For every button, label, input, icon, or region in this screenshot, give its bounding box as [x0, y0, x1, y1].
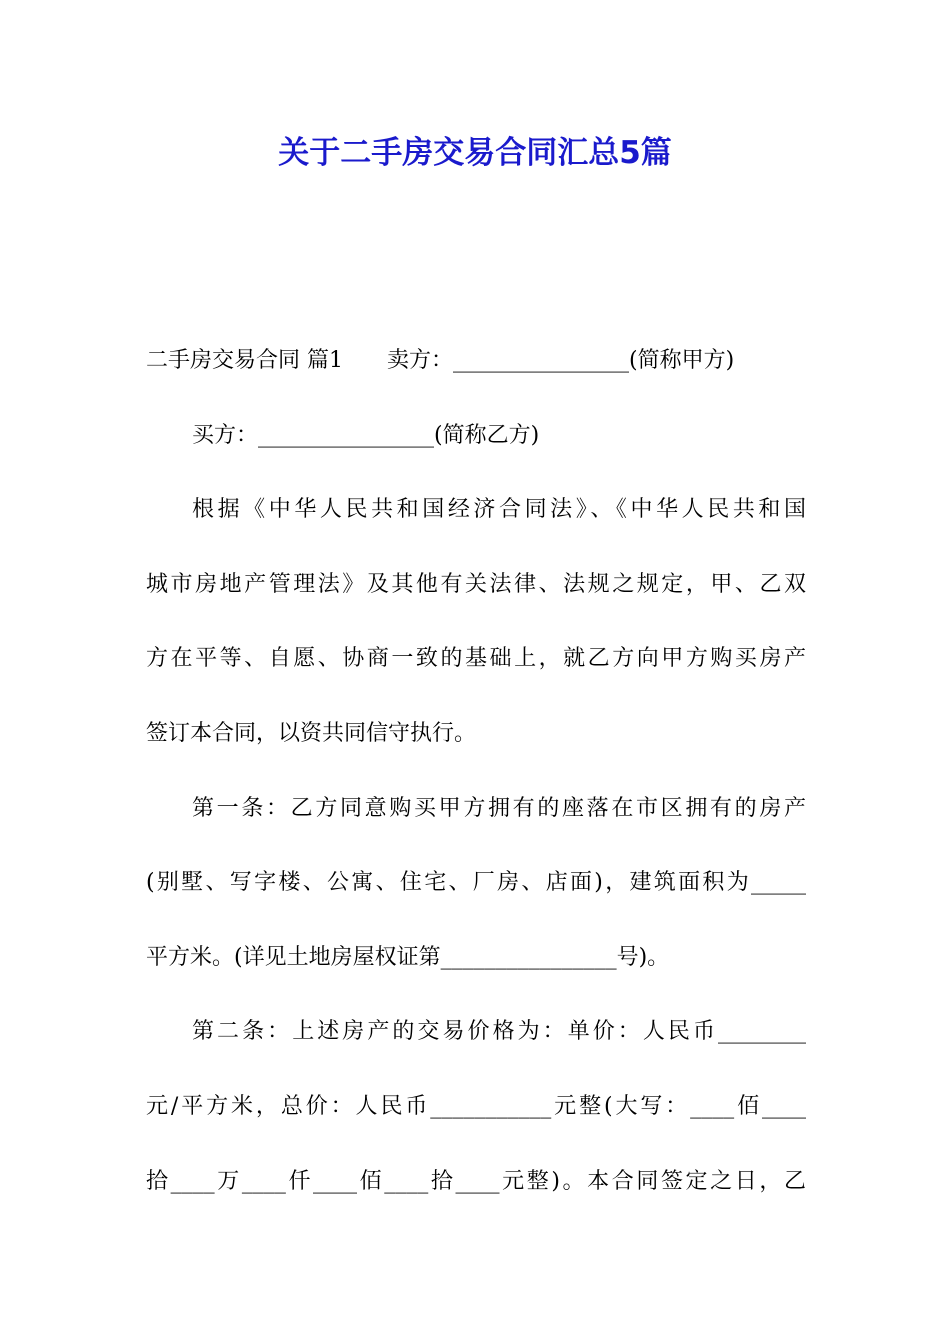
text-line-5: 方在平等、自愿、协商一致的基础上，就乙方向甲方购买房产 — [146, 646, 806, 672]
text-line-8: (别墅、写字楼、公寓、住宅、厂房、店面)，建筑面积为_____ — [146, 870, 806, 896]
text-line-7: 第一条：乙方同意购买甲方拥有的座落在市区拥有的房产 — [192, 795, 806, 821]
document-title: 关于二手房交易合同汇总5篇 — [278, 135, 672, 171]
text-line-10: 第二条：上述房产的交易价格为：单价：人民币________ — [192, 1019, 806, 1045]
text-line-2: 买方：________________(简称乙方) — [192, 422, 540, 448]
text-line-6: 签订本合同，以资共同信守执行。 — [146, 720, 477, 746]
contract-body — [146, 334, 806, 1229]
text-line-4: 城市房地产管理法》及其他有关法律、法规之规定，甲、乙双 — [146, 571, 806, 597]
text-line-3: 根据《中华人民共和国经济合同法》、《中华人民共和国 — [192, 497, 806, 523]
text-line-9: 平方米。(详见土地房屋权证第________________号)。 — [146, 944, 670, 970]
text-line-11: 元/平方米，总价：人民币___________元整(大写：____佰____ — [146, 1093, 806, 1119]
text-line-1: 二手房交易合同 篇1 卖方：________________(简称甲方) — [146, 348, 735, 373]
text-line-12: 拾____万____仟____佰____拾____元整)。本合同签定之日，乙 — [146, 1168, 806, 1194]
